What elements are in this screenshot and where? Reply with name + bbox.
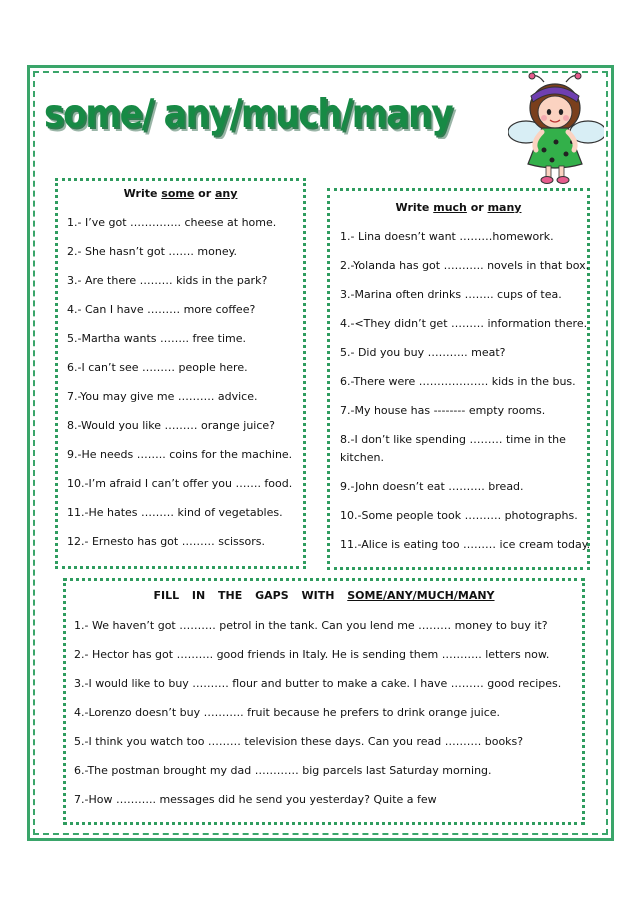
exercise-item: 4.-Lorenzo doesn’t buy ……….. fruit because he prefers to drink orange juice. bbox=[74, 706, 501, 719]
exercise-item: 6.-I can’t see ……… people here. bbox=[67, 361, 248, 374]
heading-words: SOME/ANY/MUCH/MANY bbox=[347, 589, 495, 602]
heading-connector: or bbox=[470, 201, 484, 214]
exercise-item: 11.-He hates ……… kind of vegetables. bbox=[67, 506, 283, 519]
exercise-item: 7.-How ……….. messages did he send you yesterday? Quite a few bbox=[74, 793, 437, 806]
exercise-item: 3.-Marina often drinks …….. cups of tea. bbox=[340, 288, 562, 301]
heading-word-much: much bbox=[433, 201, 467, 214]
exercise-item: 11.-Alice is eating too ……… ice cream today. bbox=[340, 538, 591, 551]
exercise-item: 9.-John doesn’t eat ………. bread. bbox=[340, 480, 524, 493]
much-many-exercise-box bbox=[327, 188, 590, 570]
exercise-item: 6.-The postman brought my dad ………… big parcels last Saturday morning. bbox=[74, 764, 492, 777]
exercise-item: 4.- Can I have ……… more coffee? bbox=[67, 303, 256, 316]
fairy-girl-illustration bbox=[508, 72, 604, 187]
exercise-item: 2.- Hector has got ………. good friends in Italy. He is sending them ……….. letters now. bbox=[74, 648, 550, 661]
fill-gaps-heading bbox=[66, 589, 582, 602]
exercise-item: 1.- Lina doesn’t want ………homework. bbox=[340, 230, 554, 243]
exercise-item: 5.-I think you watch too ……… television these days. Can you read ………. books? bbox=[74, 735, 524, 748]
some-any-heading bbox=[58, 187, 303, 200]
exercise-item: 6.-There were ………………. kids in the bus. bbox=[340, 375, 576, 388]
exercise-item: 10.-Some people took ………. photographs. bbox=[340, 509, 578, 522]
heading-prefix: FILL IN THE GAPS WITH bbox=[153, 589, 335, 602]
heading-prefix: Write bbox=[395, 201, 430, 214]
exercise-item: 2.- She hasn’t got ……. money. bbox=[67, 245, 238, 258]
exercise-item: 8.-Would you like ……… orange juice? bbox=[67, 419, 275, 432]
heading-word-many: many bbox=[487, 201, 522, 214]
heading-word-any: any bbox=[214, 187, 238, 200]
exercise-item: 1.- We haven’t got ………. petrol in the tank. Can you lend me ……… money to buy it? bbox=[74, 619, 548, 632]
fill-gaps-exercise-box bbox=[63, 578, 585, 825]
exercise-item: 12.- Ernesto has got ……… scissors. bbox=[67, 535, 265, 548]
much-many-heading bbox=[330, 201, 587, 214]
exercise-item: 5.-Martha wants …….. free time. bbox=[67, 332, 247, 345]
exercise-item: 3.- Are there ……… kids in the park? bbox=[67, 274, 268, 287]
exercise-item: 3.-I would like to buy ………. flour and butter to make a cake. I have ……… good recipes. bbox=[74, 677, 562, 690]
heading-prefix: Write bbox=[123, 187, 158, 200]
exercise-item: 8.-I don’t like spending ……… time in the kitchen. bbox=[340, 433, 566, 464]
exercise-item: 7.-My house has -------- empty rooms. bbox=[340, 404, 546, 417]
some-any-exercise-box bbox=[55, 178, 306, 569]
heading-connector: or bbox=[198, 187, 212, 200]
exercise-item: 10.-I’m afraid I can’t offer you ……. food. bbox=[67, 477, 293, 490]
exercise-item: 7.-You may give me ………. advice. bbox=[67, 390, 258, 403]
exercise-item: 9.-He needs …….. coins for the machine. bbox=[67, 448, 293, 461]
heading-word-some: some bbox=[161, 187, 195, 200]
exercise-item: 5.- Did you buy ……….. meat? bbox=[340, 346, 506, 359]
exercise-item: 1.- I’ve got ………….. cheese at home. bbox=[67, 216, 277, 229]
exercise-item: 2.-Yolanda has got ……….. novels in that box. bbox=[340, 259, 590, 272]
worksheet-title: some/ any/much/many bbox=[44, 92, 453, 137]
exercise-item: 4.-<They didn’t get ……… information there. bbox=[340, 317, 588, 330]
